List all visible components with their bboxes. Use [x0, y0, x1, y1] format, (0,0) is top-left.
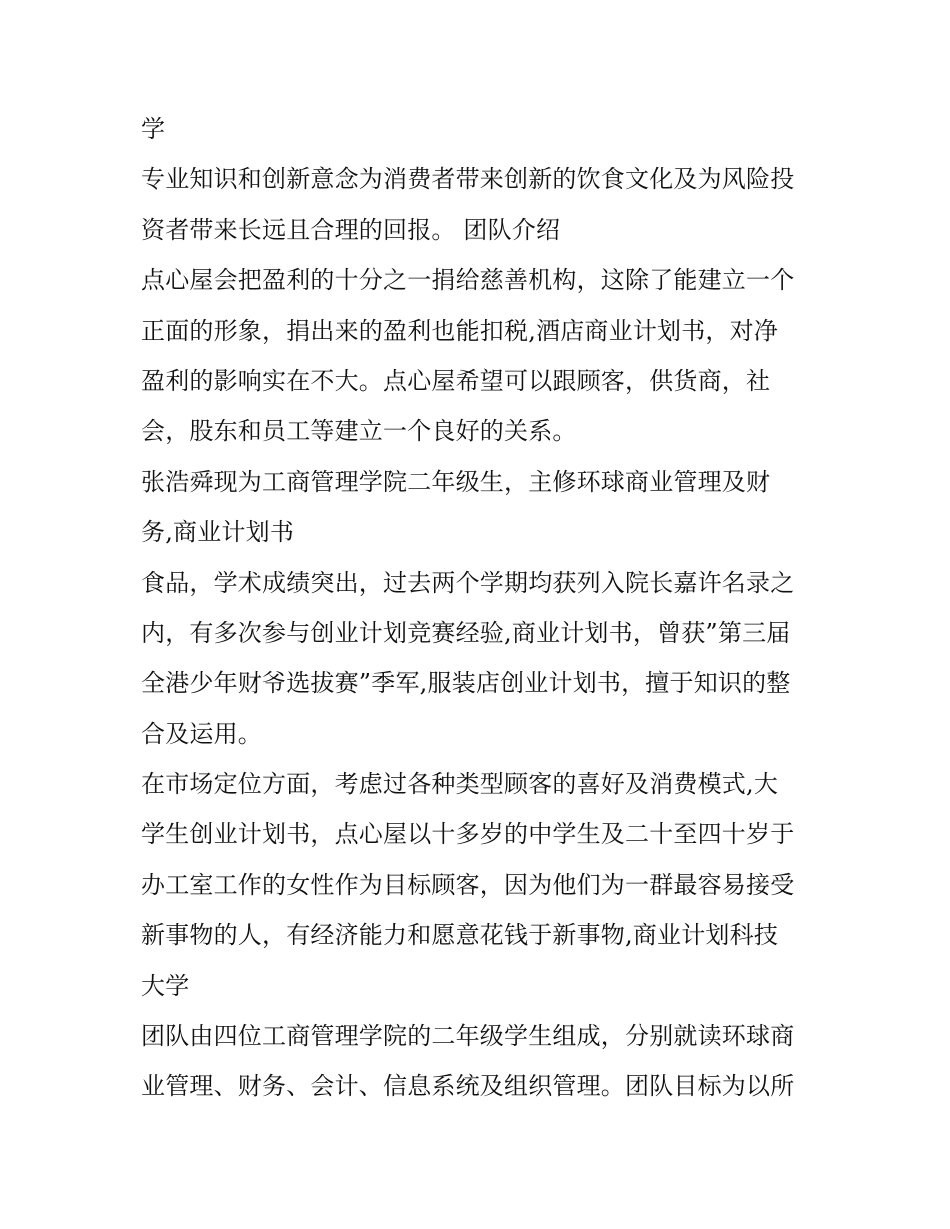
text-line: 内，有多次参与创业计划竞赛经验,商业计划书，曾获”第三届	[141, 618, 791, 647]
text-line: 团队由四位工商管理学院的二年级学生组成，分别就读环球商	[141, 1022, 795, 1051]
text-line: 新事物的人，有经济能力和愿意花钱于新事物,商业计划科技	[141, 921, 779, 950]
document-body	[141, 104, 821, 1112]
text-line: 张浩舜现为工商管理学院二年级生，主修环球商业管理及财	[141, 467, 771, 496]
text-line: 盈利的影响实在不大。点心屋希望可以跟顾客，供货商，社	[141, 366, 771, 395]
text-line: 学	[141, 115, 166, 143]
text-line: 大学	[141, 971, 190, 1000]
text-line: 会，股东和员工等建立一个良好的关系。	[141, 417, 577, 446]
text-line: 在市场定位方面，考虑过各种类型顾客的喜好及消费模式,大	[141, 770, 779, 799]
text-line: 业管理、财务、会计、信息系统及组织管理。团队目标为以所	[141, 1072, 795, 1101]
text-line: 正面的形象，捐出来的盈利也能扣税,酒店商业计划书，对净	[141, 316, 779, 345]
text-line: 全港少年财爷选拔赛”季军,服装店创业计划书，擅于知识的整	[141, 669, 791, 698]
text-line: 点心屋会把盈利的十分之一捐给慈善机构，这除了能建立一个	[141, 266, 795, 295]
text-line: 办工室工作的女性作为目标顾客，因为他们为一群最容易接受	[141, 870, 795, 899]
text-line: 食品，学术成绩突出，过去两个学期均获列入院长嘉许名录之	[141, 568, 795, 597]
text-line: 务,商业计划书	[141, 518, 295, 547]
text-line: 专业知识和创新意念为消费者带来创新的饮食文化及为风险投	[141, 165, 795, 194]
text-line: 资者带来长远且合理的回报。 团队介绍	[141, 215, 561, 244]
text-line: 学生创业计划书，点心屋以十多岁的中学生及二十至四十岁于	[141, 820, 795, 849]
text-line: 合及运用。	[141, 719, 262, 748]
